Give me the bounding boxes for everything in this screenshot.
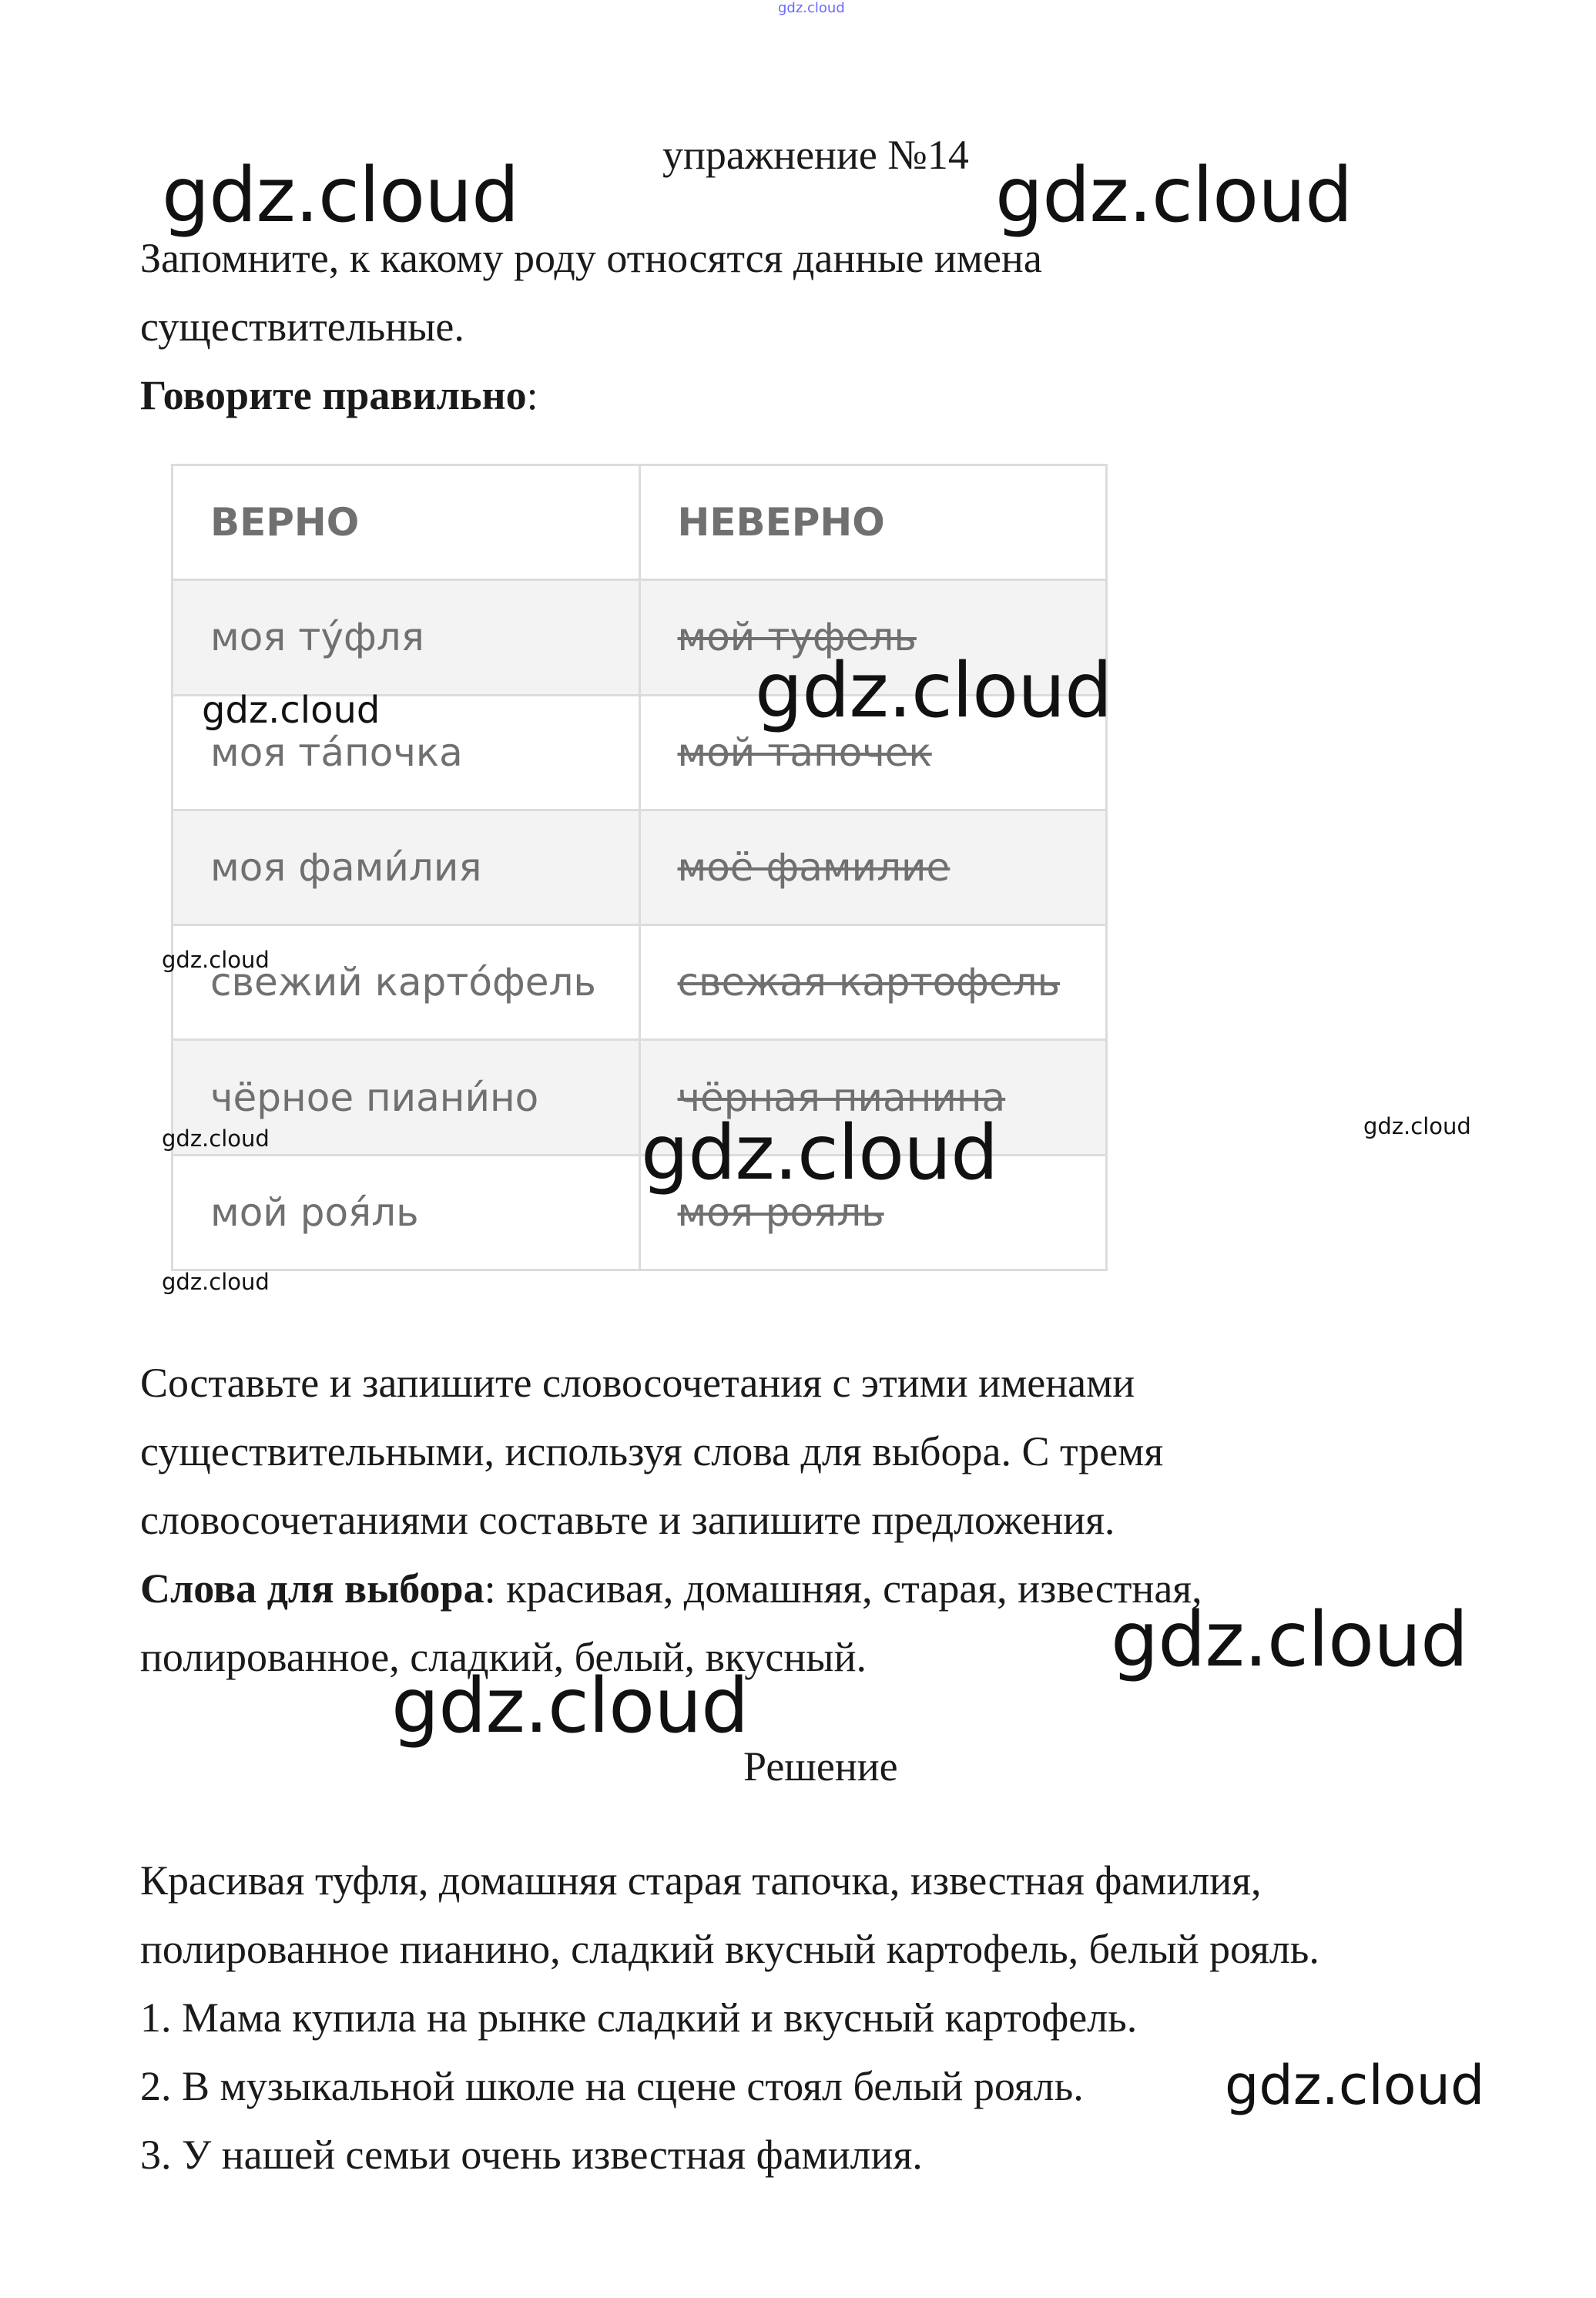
watermark: gdz.cloud: [162, 1269, 270, 1295]
watermark: gdz.cloud: [162, 947, 270, 973]
table-header-row: [173, 465, 1107, 580]
solution-sentence-2: 2. В музыкальной школе на сцене стоял белый рояль.: [140, 2063, 1084, 2109]
solution-line-1: Красивая туфля, домашняя старая тапочка, известная фамилия,: [140, 1857, 1262, 1904]
incorrect-text: моя рояль: [677, 1189, 884, 1235]
task2-line-2: существительными, используя слова для выбора. С тремя: [140, 1428, 1164, 1474]
incorrect-text: мой тапочек: [677, 730, 932, 775]
task2-line-5: полированное, сладкий, белый, вкусный.: [140, 1634, 867, 1680]
solution-sentence-3: 3. У нашей семьи очень известная фамилия.: [140, 2132, 923, 2178]
correct-cell: мой роя́ль: [173, 1155, 640, 1270]
watermark: gdz.cloud: [641, 1109, 998, 1197]
watermark: gdz.cloud: [995, 152, 1353, 240]
correct-cell: моя ту́фля: [173, 580, 640, 695]
word-choice-bold: Слова для выбора: [140, 1565, 484, 1612]
exercise-title: упражнение №14: [662, 132, 969, 178]
table-row: [173, 810, 1107, 924]
watermark: gdz.cloud: [202, 689, 381, 732]
incorrect-text: свежая картофель: [677, 960, 1061, 1005]
table-row: [173, 925, 1107, 1040]
watermark: gdz.cloud: [1363, 1113, 1471, 1139]
incorrect-cell: [639, 810, 1107, 924]
watermark: gdz.cloud: [162, 152, 519, 240]
speak-correctly-bold: Говорите правильно: [140, 372, 527, 418]
correct-cell: моя та́почка: [173, 695, 640, 810]
watermark: gdz.cloud: [1111, 1596, 1468, 1684]
incorrect-text: чёрная пианина: [677, 1075, 1006, 1120]
task2-line-1: Составьте и запишите словосочетания с этими именами: [140, 1360, 1135, 1406]
speak-correctly-colon: :: [526, 372, 538, 418]
incorrect-text: мой туфель: [677, 615, 917, 660]
header-incorrect: НЕВЕРНО: [639, 465, 1107, 580]
correct-cell: моя фами́лия: [173, 810, 640, 924]
task-line-1: Запомните, к какому роду относятся данные имена: [140, 235, 1042, 281]
correct-cell: чёрное пиани́но: [173, 1040, 640, 1155]
watermark: gdz.cloud: [755, 647, 1112, 735]
task2-line-3: словосочетаниями составьте и запишите предложения.: [140, 1497, 1115, 1543]
top-watermark: gdz.cloud: [778, 0, 845, 16]
incorrect-text: моё фамилие: [677, 844, 951, 890]
task-line-2: существительные.: [140, 304, 464, 350]
word-choice-list: : красивая, домашняя, старая, известная,: [484, 1565, 1202, 1612]
watermark: gdz.cloud: [162, 1126, 270, 1152]
word-choice-line: [140, 1565, 1202, 1612]
watermark: gdz.cloud: [1225, 2054, 1485, 2117]
solution-line-2: полированное пианино, сладкий вкусный картофель, белый рояль.: [140, 1926, 1319, 1972]
solution-title: Решение: [743, 1743, 898, 1790]
incorrect-cell: [639, 925, 1107, 1040]
correct-cell: свежий карто́фель: [173, 925, 640, 1040]
solution-sentence-1: 1. Мама купила на рынке сладкий и вкусный картофель.: [140, 1994, 1138, 2041]
watermark: gdz.cloud: [391, 1662, 749, 1750]
header-correct: ВЕРНО: [173, 465, 640, 580]
speak-correctly: [140, 374, 538, 416]
